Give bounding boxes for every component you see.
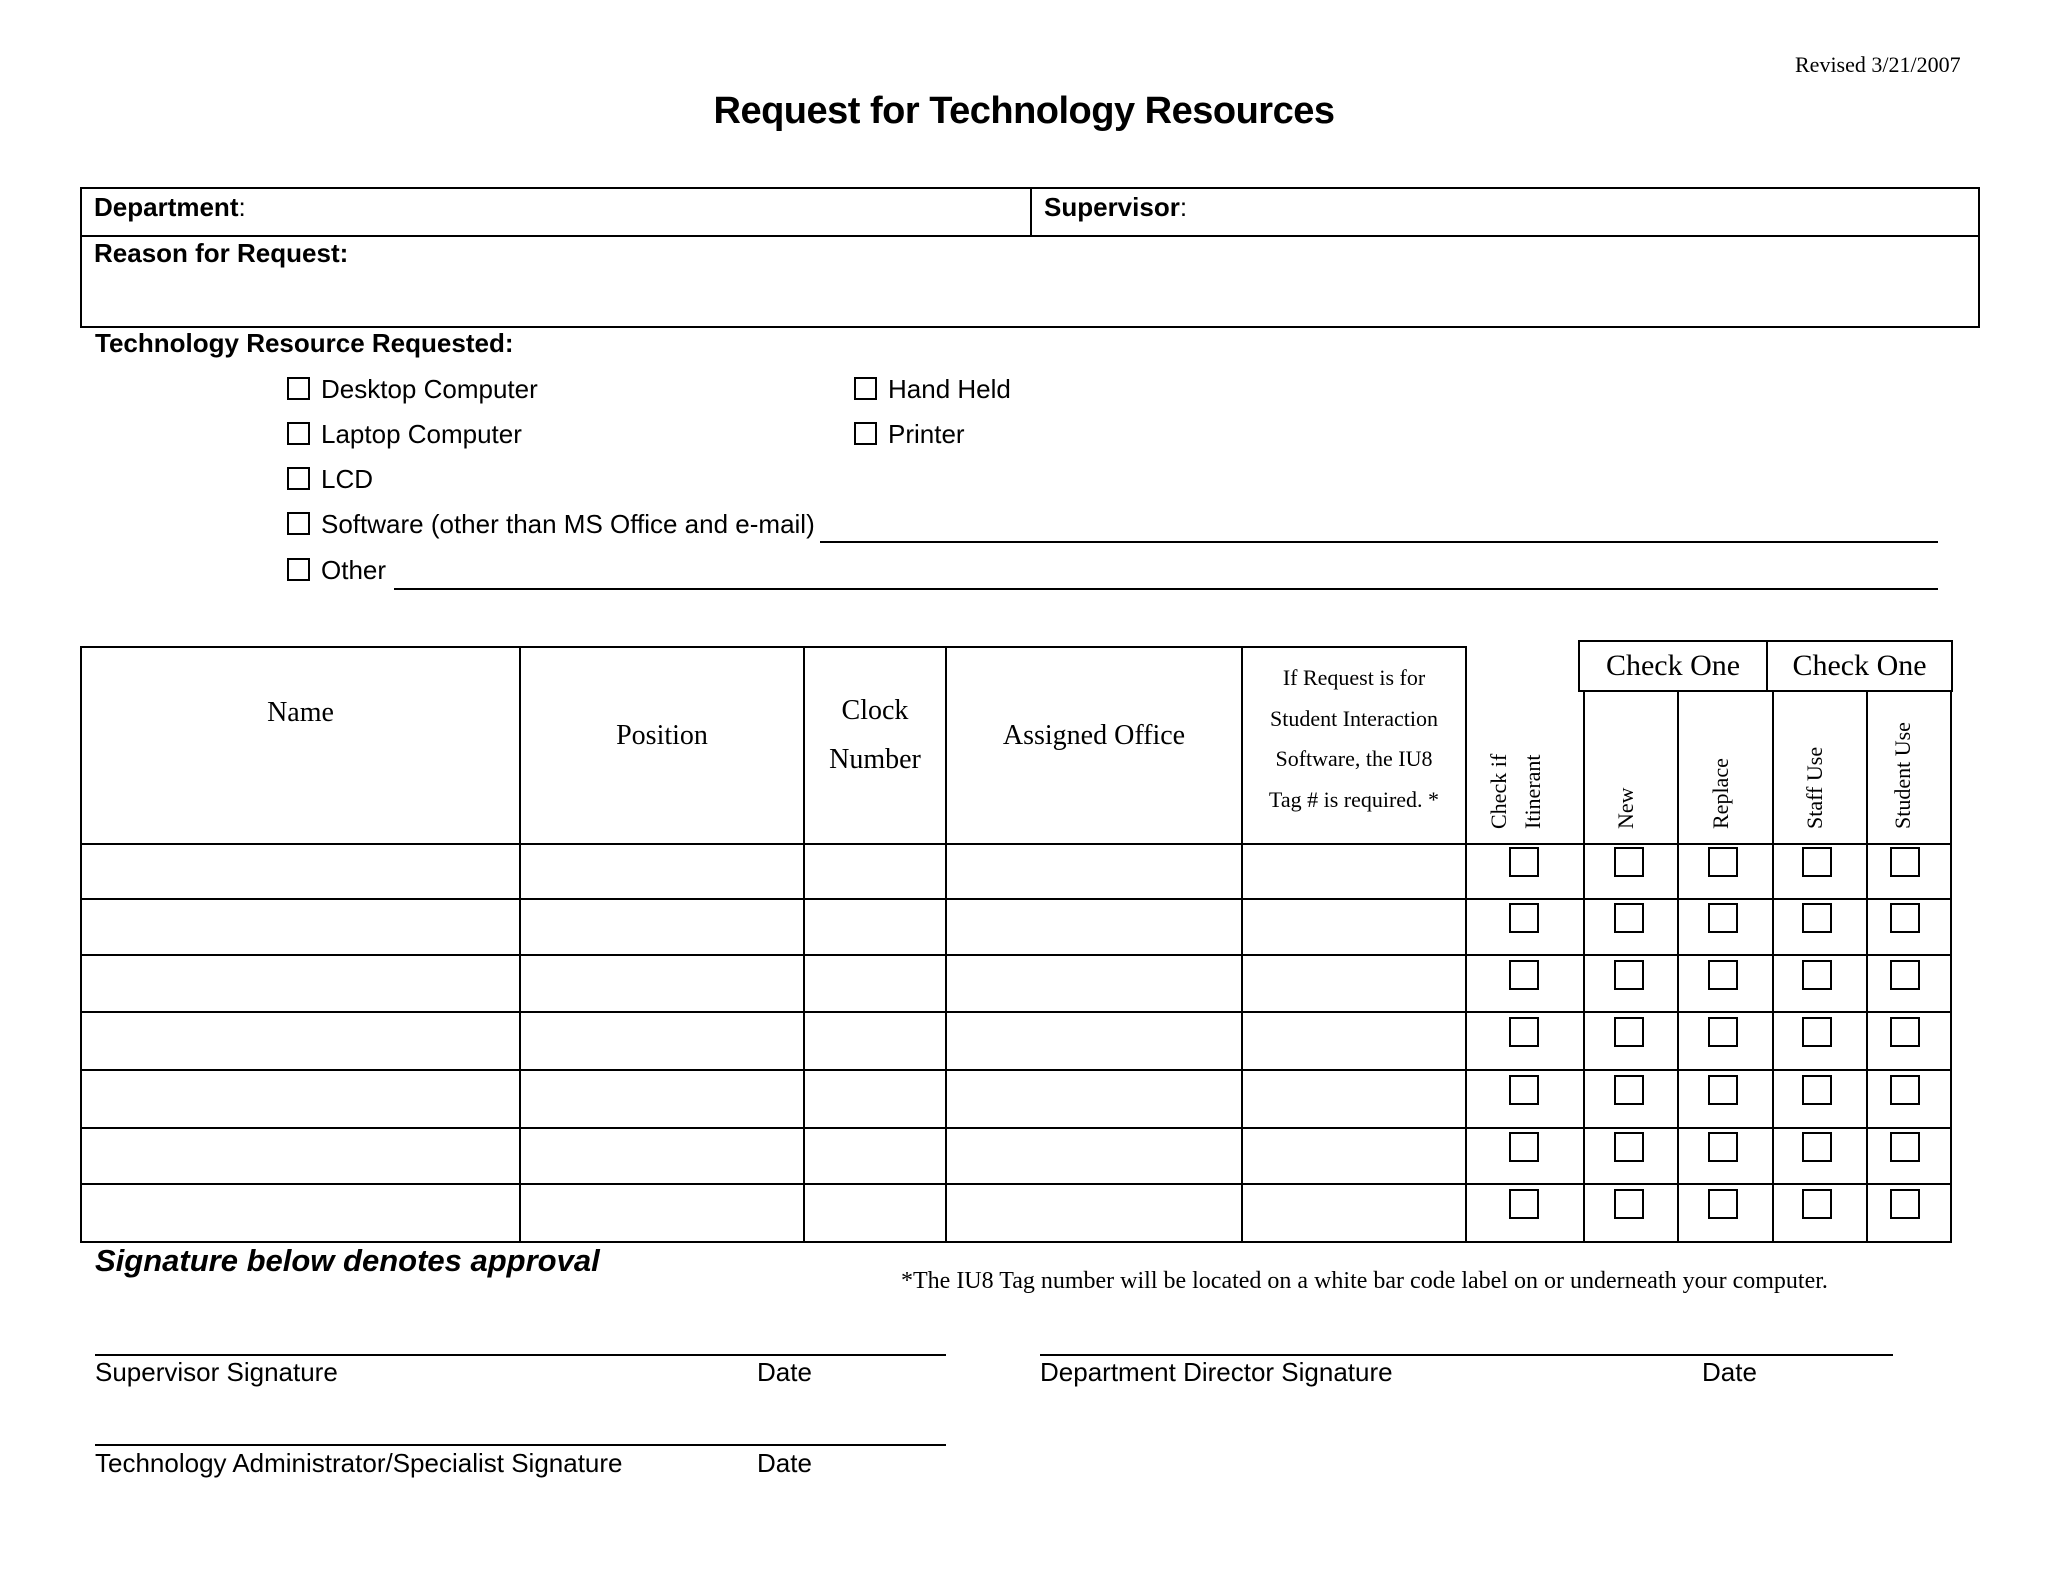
row-4-replace-checkbox[interactable] xyxy=(1708,1017,1738,1047)
col-header-clock-2: Number xyxy=(829,744,921,775)
row-6-itinerant-checkbox[interactable] xyxy=(1509,1132,1539,1162)
row-divider xyxy=(80,1183,1952,1185)
col-header-itinerant-1: Check if xyxy=(1486,753,1511,829)
row-7-new-checkbox[interactable] xyxy=(1614,1189,1644,1219)
supervisor-signature-label: Supervisor Signature xyxy=(95,1357,338,1387)
row-4-new-checkbox[interactable] xyxy=(1614,1017,1644,1047)
row-6-replace-checkbox[interactable] xyxy=(1708,1132,1738,1162)
supervisor-colon: : xyxy=(1179,192,1188,222)
supervisor-signature-line[interactable] xyxy=(95,1354,946,1356)
col-divider xyxy=(1241,646,1243,1243)
check-one-label-1: Check One xyxy=(1605,649,1741,682)
check-one-box-1 xyxy=(1578,640,1768,692)
row-divider xyxy=(80,1011,1952,1013)
col-header-tag-1: If Request is for xyxy=(1282,665,1426,690)
handheld-label: Hand Held xyxy=(888,374,1011,404)
row-3-new-checkbox[interactable] xyxy=(1614,960,1644,990)
col-divider xyxy=(1465,646,1467,1243)
tech-date-label: Date xyxy=(757,1448,812,1478)
supervisor-date-label: Date xyxy=(757,1357,812,1387)
col-divider xyxy=(803,646,805,1243)
row-3-itinerant-checkbox[interactable] xyxy=(1509,960,1539,990)
row-7-student-use-checkbox[interactable] xyxy=(1890,1189,1920,1219)
col-header-new: New xyxy=(1613,787,1638,829)
row-7-staff-use-checkbox[interactable] xyxy=(1802,1189,1832,1219)
col-header-tag-4: Tag # is required. * xyxy=(1268,787,1440,812)
row-1-replace-checkbox[interactable] xyxy=(1708,847,1738,877)
row-1-staff-use-checkbox[interactable] xyxy=(1802,847,1832,877)
row-3-student-use-checkbox[interactable] xyxy=(1890,960,1920,990)
reason-field[interactable]: Reason for Request: xyxy=(94,238,349,268)
row-4-student-use-checkbox[interactable] xyxy=(1890,1017,1920,1047)
row-7-itinerant-checkbox[interactable] xyxy=(1509,1189,1539,1219)
row-2-new-checkbox[interactable] xyxy=(1614,903,1644,933)
table-top-border xyxy=(80,646,1467,648)
page-title: Request for Technology Resources xyxy=(713,90,1335,132)
tag-footnote: *The IU8 Tag number will be located on a white bar code label on or underneath your computer. xyxy=(901,1268,1828,1294)
department-colon: : xyxy=(238,192,246,222)
director-signature-label: Department Director Signature xyxy=(1040,1357,1393,1387)
check-one-label-2: Check One xyxy=(1792,649,1927,682)
revised-date: Revised 3/21/2007 xyxy=(1795,52,1961,77)
other-label: Other xyxy=(321,555,387,585)
col-divider xyxy=(1772,692,1774,1243)
row-2-student-use-checkbox[interactable] xyxy=(1890,903,1920,933)
director-date-label: Date xyxy=(1702,1357,1757,1387)
col-header-replace: Replace xyxy=(1708,758,1733,829)
col-header-tag-2: Student Interaction xyxy=(1269,706,1438,731)
col-header-tag-3: Software, the IU8 xyxy=(1275,746,1433,771)
row-3-staff-use-checkbox[interactable] xyxy=(1802,960,1832,990)
col-header-office: Assigned Office xyxy=(1002,720,1186,751)
row-divider xyxy=(80,898,1952,900)
director-signature-line[interactable] xyxy=(1040,1354,1893,1356)
row-1-itinerant-checkbox[interactable] xyxy=(1509,847,1539,877)
lcd-label: LCD xyxy=(321,464,374,494)
col-divider xyxy=(1677,692,1679,1243)
col-header-position: Position xyxy=(616,720,708,751)
row-1-student-use-checkbox[interactable] xyxy=(1890,847,1920,877)
col-header-student-use: Student Use xyxy=(1890,722,1915,829)
laptop-label: Laptop Computer xyxy=(321,419,522,449)
resources-heading: Technology Resource Requested: xyxy=(95,328,514,358)
col-header-staff-use: Staff Use xyxy=(1802,746,1827,829)
table-right-border xyxy=(1950,692,1952,1243)
row-7-replace-checkbox[interactable] xyxy=(1708,1189,1738,1219)
row-1-new-checkbox[interactable] xyxy=(1614,847,1644,877)
row-divider xyxy=(80,1127,1952,1129)
row-5-student-use-checkbox[interactable] xyxy=(1890,1075,1920,1105)
software-label: Software (other than MS Office and e-mail) xyxy=(321,509,815,539)
col-header-clock-1: Clock xyxy=(841,695,909,726)
col-header-name: Name xyxy=(267,697,334,728)
supervisor-label: Supervisor xyxy=(1044,192,1180,222)
row-4-itinerant-checkbox[interactable] xyxy=(1509,1017,1539,1047)
row-5-new-checkbox[interactable] xyxy=(1614,1075,1644,1105)
row-divider xyxy=(80,1069,1952,1071)
row-6-staff-use-checkbox[interactable] xyxy=(1802,1132,1832,1162)
tech-signature-label: Technology Administrator/Specialist Signature xyxy=(95,1448,623,1478)
row-5-itinerant-checkbox[interactable] xyxy=(1509,1075,1539,1105)
row-6-student-use-checkbox[interactable] xyxy=(1890,1132,1920,1162)
col-divider xyxy=(1866,692,1868,1243)
row-divider xyxy=(80,954,1952,956)
row-5-staff-use-checkbox[interactable] xyxy=(1802,1075,1832,1105)
col-header-itinerant-2: Itinerant xyxy=(1520,754,1545,829)
row-2-replace-checkbox[interactable] xyxy=(1708,903,1738,933)
header-row-bottom xyxy=(80,843,1952,845)
table-left-border xyxy=(80,646,82,1243)
printer-label: Printer xyxy=(888,419,965,449)
row-4-staff-use-checkbox[interactable] xyxy=(1802,1017,1832,1047)
row-5-replace-checkbox[interactable] xyxy=(1708,1075,1738,1105)
row-3-replace-checkbox[interactable] xyxy=(1708,960,1738,990)
row-6-new-checkbox[interactable] xyxy=(1614,1132,1644,1162)
department-label: Department xyxy=(94,192,239,222)
col-divider xyxy=(1583,692,1585,1243)
tech-signature-line[interactable] xyxy=(95,1444,946,1446)
check-one-box-2 xyxy=(1766,640,1953,692)
desktop-label: Desktop Computer xyxy=(321,374,538,404)
approval-heading: Signature below denotes approval xyxy=(95,1243,600,1278)
row-2-staff-use-checkbox[interactable] xyxy=(1802,903,1832,933)
row-2-itinerant-checkbox[interactable] xyxy=(1509,903,1539,933)
